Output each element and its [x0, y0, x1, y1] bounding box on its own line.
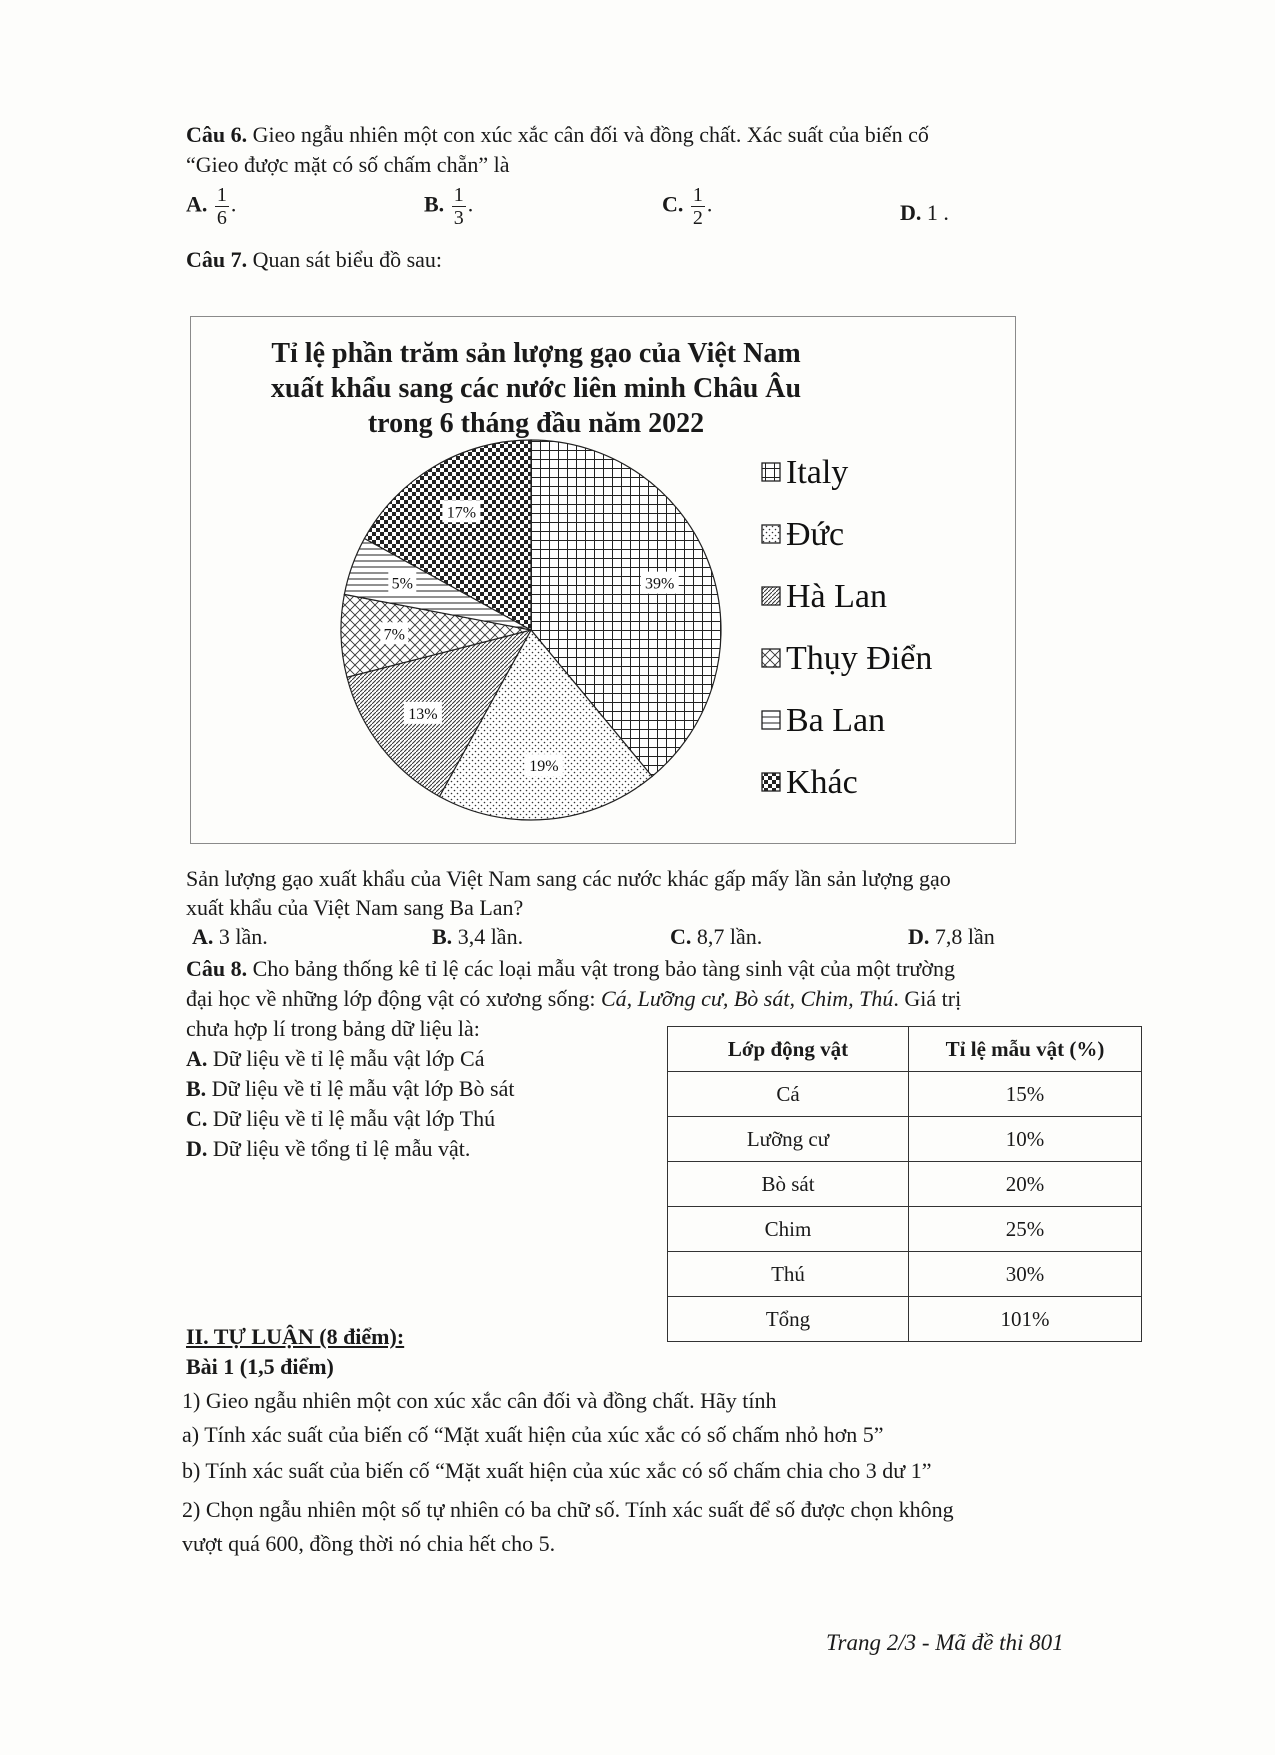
bai1-heading: Bài 1 (1,5 điểm) — [186, 1354, 334, 1379]
option-value: 8,7 lần. — [691, 924, 763, 949]
option-label: D. — [186, 1136, 208, 1161]
q8-text1: Cho bảng thống kê tỉ lệ các loại mẫu vật trong bảo tàng sinh vật của một trường — [247, 956, 955, 981]
denominator: 6 — [216, 207, 227, 229]
q7-option-d — [908, 922, 995, 952]
q8-option-d — [186, 1134, 470, 1164]
slice-label: 39% — [645, 575, 675, 593]
option-label: C. — [662, 191, 684, 217]
q7-question-line1: Sản lượng gạo xuất khẩu của Việt Nam sang các nước khác gấp mấy lần sản lượng gạo — [186, 866, 951, 891]
legend-label: Hà Lan — [786, 578, 888, 615]
slice-label: 17% — [446, 504, 477, 522]
q6-line2: “Gieo được mặt có số chấm chẵn” là — [186, 152, 510, 177]
pie-legend — [762, 454, 932, 801]
legend-swatch — [762, 587, 780, 605]
q8-text2c: . Giá trị — [893, 986, 962, 1011]
part2-line-5: vượt quá 600, đồng thời nó chia hết cho 5. — [182, 1531, 556, 1556]
part2-line-3: b) Tính xác suất của biến cố “Mặt xuất hiện của xúc xắc có số chấm chia cho 3 dư 1” — [182, 1458, 932, 1483]
q8-option-a — [186, 1044, 485, 1074]
table-row — [668, 1252, 1142, 1297]
chart-title-line-3: trong 6 tháng đầu năm 2022 — [367, 408, 705, 439]
chart-title-line-1: Tỉ lệ phần trăm sản lượng gạo của Việt Nam — [271, 338, 801, 369]
slice-label: 5% — [391, 575, 413, 593]
option-value: Dữ liệu về tổng tỉ lệ mẫu vật. — [207, 1136, 471, 1161]
option-label: B. — [424, 191, 445, 217]
option-label: D. — [900, 200, 922, 225]
q7-text: Quan sát biểu đồ sau: — [247, 247, 443, 272]
q7-option-b — [432, 922, 523, 952]
table-row — [668, 1207, 1142, 1252]
option-label: A. — [186, 191, 208, 217]
denominator: 2 — [692, 207, 703, 229]
slice-label: 7% — [383, 626, 405, 644]
table-cell: 20% — [909, 1162, 1142, 1207]
q6-label: Câu 6. — [186, 122, 248, 147]
q8-option-b — [186, 1074, 514, 1104]
legend-swatch — [762, 773, 780, 791]
q8-line1 — [186, 954, 955, 984]
q7-option-c — [670, 922, 762, 952]
chart-title — [236, 336, 836, 441]
q8-text2b: Cá, Lưỡng cư, Bò sát, Chim, Thú — [600, 986, 894, 1011]
part2-line-4: 2) Chọn ngẫu nhiên một số tự nhiên có ba chữ số. Tính xác suất để số được chọn không — [182, 1497, 954, 1522]
option-label: B. — [186, 1076, 207, 1101]
table-cell: Thú — [668, 1252, 909, 1297]
part2-line-2: a) Tính xác suất của biến cố “Mặt xuất hiện của xúc xắc có số chấm nhỏ hơn 5” — [182, 1422, 884, 1447]
legend-label: Italy — [786, 454, 849, 491]
table-header-row — [668, 1027, 1142, 1072]
table-cell: Tổng — [668, 1297, 909, 1342]
legend-swatch — [762, 463, 780, 481]
q7-label: Câu 7. — [186, 247, 248, 272]
slice-label: 13% — [408, 705, 438, 723]
legend-label: Ba Lan — [786, 702, 886, 739]
option-value: 3,4 lần. — [452, 924, 524, 949]
q8-line2 — [186, 984, 961, 1014]
q7-option-a — [192, 922, 268, 952]
option-label: C. — [186, 1106, 208, 1131]
option-value: Dữ liệu về tỉ lệ mẫu vật lớp Thú — [207, 1106, 496, 1131]
q7-question-line2: xuất khẩu của Việt Nam sang Ba Lan? — [186, 895, 524, 920]
legend-label: Đức — [786, 516, 845, 553]
option-tail: . — [467, 191, 474, 217]
table-cell: Bò sát — [668, 1162, 909, 1207]
page-footer: Trang 2/3 - Mã đề thi 801 — [826, 1630, 1064, 1655]
option-value: Dữ liệu về tỉ lệ mẫu vật lớp Bò sát — [206, 1076, 515, 1101]
table-cell: 101% — [909, 1297, 1142, 1342]
part2-line-1: 1) Gieo ngẫu nhiên một con xúc xắc cân đối và đồng chất. Hãy tính — [182, 1388, 777, 1413]
option-label: D. — [908, 924, 930, 949]
option-tail: . — [230, 191, 237, 217]
table-cell: Lưỡng cư — [668, 1117, 909, 1162]
option-value: 7,8 lần — [929, 924, 995, 949]
q8-label: Câu 8. — [186, 956, 248, 981]
table-row — [668, 1117, 1142, 1162]
table-row — [668, 1162, 1142, 1207]
numerator: 1 — [692, 184, 703, 206]
legend-swatch — [762, 711, 780, 729]
option-value: 1 . — [921, 200, 949, 225]
denominator: 3 — [453, 207, 464, 229]
q8-text2a: đại học về những lớp động vật có xương sống: — [186, 986, 601, 1011]
q8-option-c — [186, 1104, 495, 1134]
legend-label: Khác — [786, 764, 858, 801]
table-row — [668, 1297, 1142, 1342]
table-header-class: Lớp động vật — [668, 1027, 909, 1072]
table-cell: Cá — [668, 1072, 909, 1117]
chart-title-line-2: xuất khẩu sang các nước liên minh Châu Âu — [270, 373, 802, 404]
table-cell: 15% — [909, 1072, 1142, 1117]
legend-label: Thụy Điển — [786, 640, 933, 677]
option-label: C. — [670, 924, 692, 949]
specimen-table — [667, 1026, 1142, 1342]
table-cell: 30% — [909, 1252, 1142, 1297]
table-row — [668, 1072, 1142, 1117]
numerator: 1 — [216, 184, 227, 206]
option-tail: . — [706, 191, 713, 217]
option-value: Dữ liệu về tỉ lệ mẫu vật lớp Cá — [207, 1046, 485, 1071]
slice-label: 19% — [529, 758, 559, 776]
option-label: A. — [192, 924, 214, 949]
q8-line3: chưa hợp lí trong bảng dữ liệu là: — [186, 1016, 480, 1041]
legend-swatch — [762, 525, 780, 543]
option-label: A. — [186, 1046, 208, 1071]
table-cell: 10% — [909, 1117, 1142, 1162]
option-value: 3 lần. — [213, 924, 268, 949]
table-cell: 25% — [909, 1207, 1142, 1252]
part2-heading: II. TỰ LUẬN (8 điểm): — [186, 1324, 405, 1349]
option-label: B. — [432, 924, 453, 949]
q6-text1: Gieo ngẫu nhiên một con xúc xắc cân đối và đồng chất. Xác suất của biến cố — [247, 122, 929, 147]
legend-swatch — [762, 649, 780, 667]
table-cell: Chim — [668, 1207, 909, 1252]
table-header-ratio: Tỉ lệ mẫu vật (%) — [909, 1027, 1142, 1072]
numerator: 1 — [453, 184, 464, 206]
